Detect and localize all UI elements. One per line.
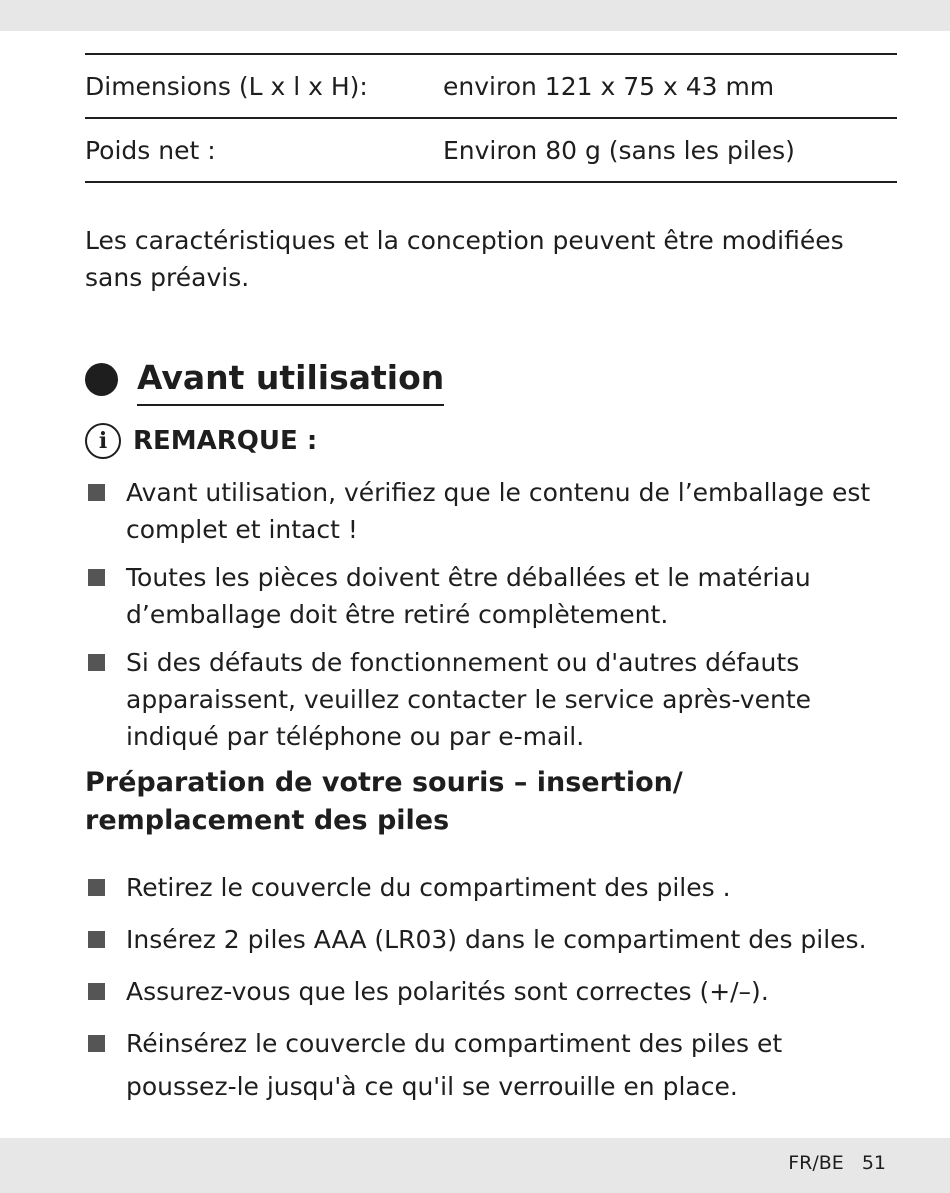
square-bullet-icon bbox=[88, 983, 105, 1000]
spec-value: Environ 80 g (sans les piles) bbox=[443, 118, 897, 182]
specifications-table bbox=[85, 53, 897, 183]
square-bullet-icon bbox=[88, 879, 105, 896]
square-bullet-icon bbox=[88, 1035, 105, 1052]
square-bullet-icon bbox=[88, 654, 105, 671]
list-item-text: Assurez-vous que les polarités sont correctes (+/–). bbox=[126, 977, 769, 1006]
spec-label: Dimensions (L x l x H): bbox=[85, 54, 443, 118]
list-item-text: Si des défauts de fonctionnement ou d'autres défauts apparaissent, veuillez contacter le service après-vente indiqué par téléphone ou par e-mail. bbox=[126, 648, 812, 751]
table-row bbox=[85, 54, 897, 118]
top-band bbox=[0, 0, 950, 31]
language-code: FR/BE bbox=[788, 1152, 844, 1174]
page-number: 51 bbox=[861, 1152, 886, 1174]
section-bullet-icon bbox=[85, 363, 118, 396]
spec-label: Poids net : bbox=[85, 118, 443, 182]
list-item-text: Réinsérez le couvercle du compartiment des piles et poussez-le jusqu'à ce qu'il se verrouille en place. bbox=[126, 1029, 783, 1101]
page-footer bbox=[788, 1152, 886, 1174]
list-item-text: Toutes les pièces doivent être déballées et le matériau d’emballage doit être retiré complètement. bbox=[126, 563, 811, 629]
list-item bbox=[88, 644, 900, 755]
list-item bbox=[88, 559, 900, 633]
note-list bbox=[88, 474, 900, 766]
list-item bbox=[88, 970, 900, 1013]
note-title: REMARQUE : bbox=[133, 426, 318, 456]
list-item-text: Avant utilisation, vérifiez que le contenu de l’emballage est complet et intact ! bbox=[126, 478, 871, 544]
list-item-text: Retirez le couvercle du compartiment des piles . bbox=[126, 873, 731, 902]
list-item-text: Insérez 2 piles AAA (LR03) dans le compartiment des piles. bbox=[126, 925, 867, 954]
list-item bbox=[88, 918, 900, 961]
list-item bbox=[88, 1022, 900, 1108]
table-row bbox=[85, 118, 897, 182]
subsection-title: Préparation de votre souris – insertion/ remplacement des piles bbox=[85, 767, 683, 836]
info-icon: i bbox=[85, 423, 121, 459]
spec-value: environ 121 x 75 x 43 mm bbox=[443, 54, 897, 118]
square-bullet-icon bbox=[88, 569, 105, 586]
list-item bbox=[88, 474, 900, 548]
square-bullet-icon bbox=[88, 931, 105, 948]
battery-steps-list bbox=[88, 866, 900, 1117]
section-title: Avant utilisation bbox=[137, 352, 444, 406]
square-bullet-icon bbox=[88, 484, 105, 501]
list-item bbox=[88, 866, 900, 909]
notice-paragraph: Les caractéristiques et la conception peuvent être modifiées sans préavis. bbox=[85, 226, 844, 292]
